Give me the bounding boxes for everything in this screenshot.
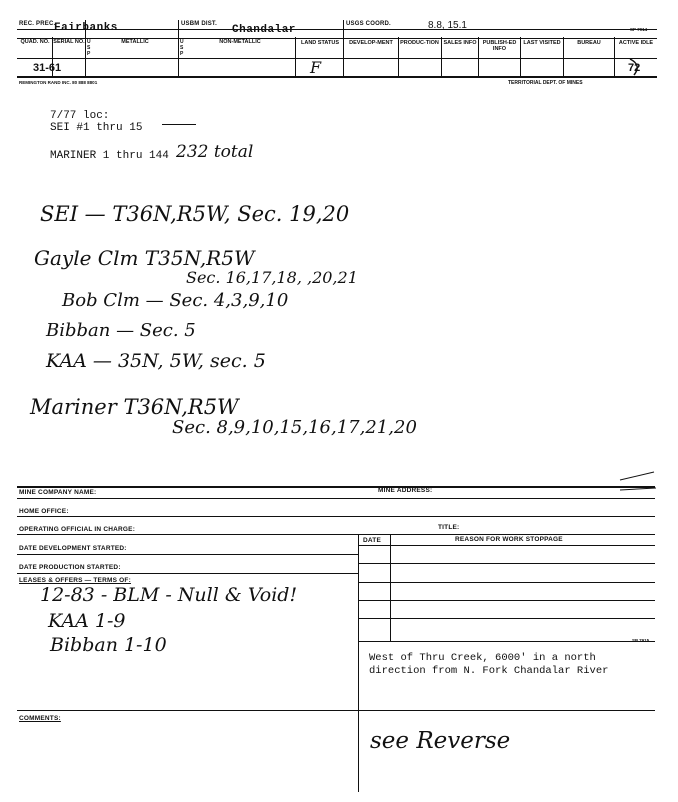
active-idle-value: 72 xyxy=(628,62,641,74)
leases-handwritten-2: KAA 1-9 xyxy=(48,610,126,632)
last-visited-label: LAST VISITED xyxy=(523,40,561,46)
active-idle-label: ACTIVE IDLE xyxy=(618,40,654,46)
hw-sei-line: SEI — T36N,R5W, Sec. 19,20 xyxy=(40,202,350,226)
typed-note-line-1: 7/77 loc: xyxy=(50,110,110,122)
hw-kaa-line: KAA — 35N, 5W, sec. 5 xyxy=(46,350,266,372)
prod-started-label: DATE PRODUCTION STARTED: xyxy=(19,564,121,571)
title-label: TITLE: xyxy=(438,524,460,531)
usp-letters-metallic: U S P xyxy=(87,39,91,57)
see-reverse-note: see Reverse xyxy=(370,728,511,754)
territorial-imprint: TERRITORIAL DEPT. OF MINES xyxy=(508,80,583,86)
usgs-coord-value: 8.8, 15.1 xyxy=(428,20,467,31)
date-column-header: DATE xyxy=(363,537,382,544)
leases-handwritten-1: 12-83 - BLM - Null & Void! xyxy=(40,584,298,606)
hw-gayle-sections: Sec. 16,17,18, ,20,21 xyxy=(186,268,358,287)
hw-bibban-line: Bibban — Sec. 5 xyxy=(46,320,196,341)
mine-company-label: MINE COMPANY NAME: xyxy=(19,489,97,496)
rec-prec-label: REC. PREC. xyxy=(19,21,56,27)
typed-note-line-2: SEI #1 thru 15 xyxy=(50,122,143,134)
typed-note-line-3: MARINER 1 thru 144 xyxy=(50,150,169,162)
bureau-label: BUREAU xyxy=(577,40,601,46)
hw-gayle-line: Gayle Clm T35N,R5W xyxy=(34,246,255,270)
operating-official-label: OPERATING OFFICIAL IN CHARGE: xyxy=(19,526,136,533)
sales-info-label: SALES INFO xyxy=(443,40,477,46)
mine-address-label: MINE ADDRESS: xyxy=(378,487,433,494)
non-metallic-label: NON-METALLIC xyxy=(219,39,261,45)
rec-prec-value: Fairbanks xyxy=(54,22,118,34)
reason-column-header: REASON FOR WORK STOPPAGE xyxy=(455,536,563,543)
land-status-label: LAND STATUS xyxy=(301,40,339,46)
hw-mariner-line: Mariner T36N,R5W xyxy=(30,395,239,419)
remington-imprint: REMINGTON RAND INC. 80 888 8801 xyxy=(19,80,98,85)
production-label: PRODUC-TION xyxy=(400,40,439,46)
land-status-value: F xyxy=(310,58,322,77)
metallic-label: METALLIC xyxy=(121,39,149,45)
active-idle-bracket xyxy=(612,55,652,79)
location-text-line-2: direction from N. Fork Chandalar River xyxy=(369,665,609,677)
comments-label: COMMENTS: xyxy=(19,715,61,722)
usp-letters-nonmetallic: U S P xyxy=(180,39,184,57)
location-text-line-1: West of Thru Creek, 6000' in a north xyxy=(369,652,596,664)
form-number-bottom: SP 7915 xyxy=(632,638,650,643)
usgs-coord-label: USGS COORD. xyxy=(346,21,391,27)
home-office-label: HOME OFFICE: xyxy=(19,508,69,515)
quad-serial-value: 31-61 xyxy=(33,62,62,74)
usbm-dist-label: USBM DIST. xyxy=(181,21,218,27)
usbm-dist-value: Chandalar xyxy=(232,24,296,36)
leases-handwritten-3: Bibban 1-10 xyxy=(50,634,167,656)
hw-mariner-sections: Sec. 8,9,10,15,16,17,21,20 xyxy=(172,417,417,438)
serial-label: SERIAL NO. xyxy=(53,39,85,45)
dev-started-label: DATE DEVELOPMENT STARTED: xyxy=(19,545,127,552)
leases-label: LEASES & OFFERS — TERMS OF: xyxy=(19,577,131,584)
development-label: DEVELOP-MENT xyxy=(349,40,393,46)
published-info-label: PUBLISH-ED INFO xyxy=(482,40,517,52)
handwritten-total: 232 total xyxy=(176,142,254,162)
quad-label: QUAD. NO. xyxy=(20,39,50,45)
hw-bob-line: Bob Clm — Sec. 4,3,9,10 xyxy=(62,290,289,311)
form-number-top: SP 7914 xyxy=(630,27,648,32)
corner-pen-mark xyxy=(600,458,660,498)
